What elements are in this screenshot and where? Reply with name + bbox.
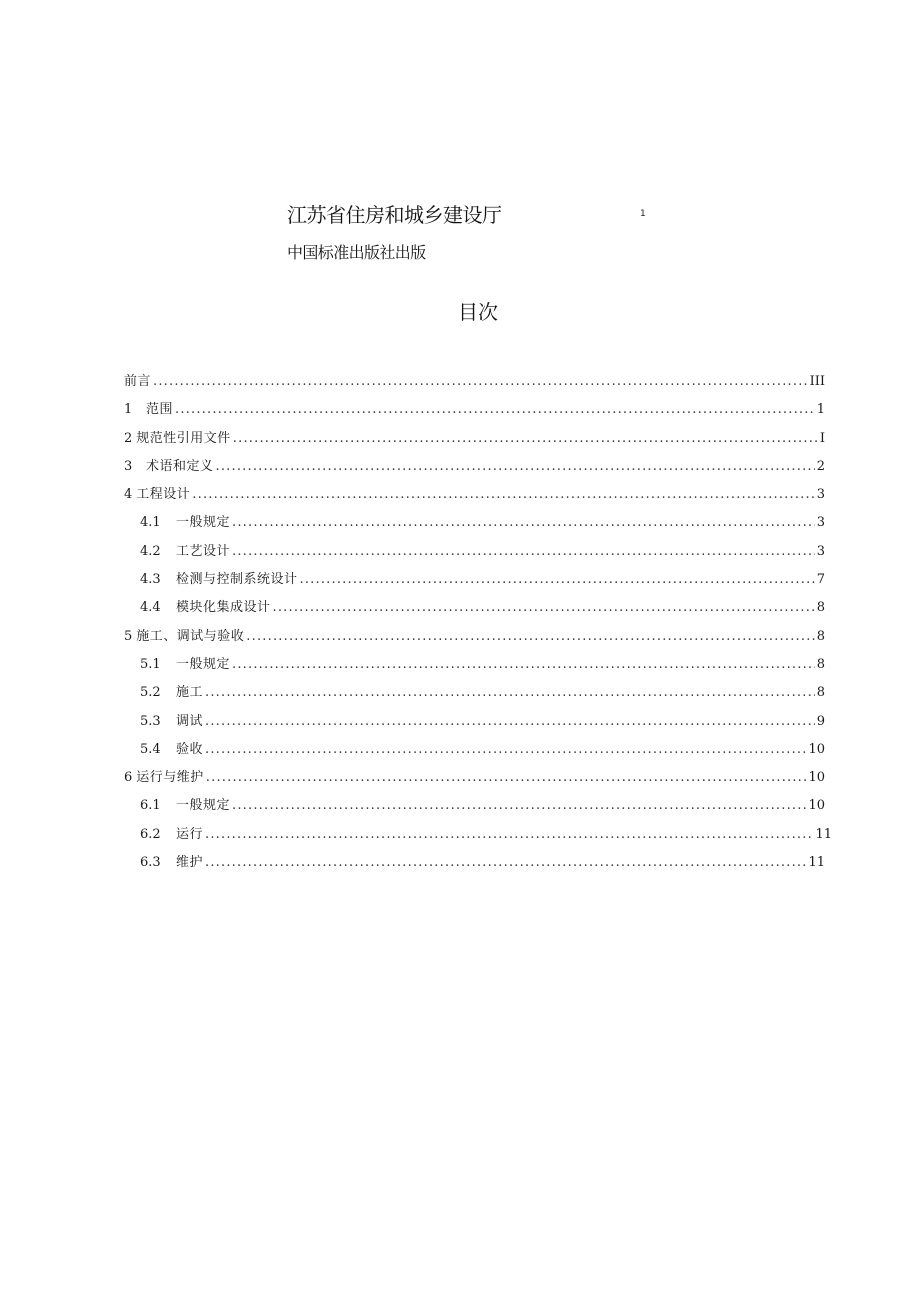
toc-entry-page: 8: [816, 628, 825, 644]
toc-entry-label: 一般规定: [176, 798, 231, 814]
toc-entry-number: 3: [124, 458, 133, 474]
toc-entry-label: 运行与维护: [136, 770, 204, 786]
press-name: 中国标准出版社出版: [287, 243, 426, 262]
toc-entry-foreword[interactable]: [124, 372, 825, 400]
toc-entry-normative-references[interactable]: [124, 429, 825, 457]
toc-entry-page: III: [809, 374, 825, 389]
toc-entry-label: 维护: [176, 855, 204, 871]
toc-entry-label: 术语和定义: [146, 458, 214, 474]
toc-leader-dots: [232, 542, 815, 562]
toc-entry-number: 1: [124, 402, 133, 418]
toc-entry-number: 4: [124, 487, 133, 503]
toc-entry-page: 10: [808, 770, 825, 786]
toc-entry-number: 6.2: [140, 826, 161, 842]
toc-entry-page: I: [819, 430, 825, 446]
toc-leader-dots: [206, 768, 807, 788]
toc-entry-number: 6.3: [140, 855, 161, 871]
toc-entry-number: 4.3: [140, 572, 161, 588]
toc-entry-page: 1: [816, 402, 825, 418]
toc-entry-5-1[interactable]: [124, 655, 825, 683]
toc-entry-construction[interactable]: [124, 627, 825, 655]
toc-entry-page: 8: [816, 600, 825, 616]
toc-leader-dots: [300, 570, 815, 590]
toc-entry-number: 5.3: [140, 713, 161, 729]
toc-entry-label: 规范性引用文件: [136, 430, 231, 446]
toc-entry-number: 6: [124, 770, 133, 786]
toc-entry-page: 8: [816, 685, 825, 701]
toc-entry-number: 2: [124, 430, 133, 446]
toc-entry-number: 4.1: [140, 515, 161, 531]
toc-entry-number: 4.2: [140, 543, 161, 559]
toc-entry-page: 10: [808, 798, 825, 814]
toc-leader-dots: [232, 655, 815, 675]
toc-entry-scope[interactable]: [124, 400, 825, 428]
toc-entry-label: 一般规定: [176, 515, 231, 531]
toc-entry-number: 5.2: [140, 685, 161, 701]
toc-leader-dots: [205, 825, 813, 845]
toc-entry-label: 施工: [176, 685, 204, 701]
toc-entry-4-2[interactable]: [124, 542, 825, 570]
toc-entry-number: 6.1: [140, 798, 161, 814]
toc-entry-label: 检测与控制系统设计: [176, 572, 298, 588]
toc-leader-dots: [233, 429, 818, 449]
toc-entry-4-4[interactable]: [124, 598, 825, 626]
toc-entry-label: 验收: [176, 741, 204, 757]
toc-entry-label: 运行: [176, 826, 204, 842]
toc-entry-5-2[interactable]: [124, 683, 825, 711]
toc-leader-dots: [192, 485, 814, 505]
toc-entry-operation[interactable]: [124, 768, 825, 796]
toc-entry-number: 5.1: [140, 656, 161, 672]
toc-entry-label: 施工、调试与验收: [136, 628, 245, 644]
toc-entry-label: 前言: [124, 374, 152, 389]
toc-entry-number: 5: [124, 628, 133, 644]
publisher-name: 江苏省住房和城乡建设厅: [287, 203, 502, 227]
toc-entry-label: 工程设计: [136, 487, 191, 503]
toc-entry-page: 3: [816, 543, 825, 559]
toc-entry-5-4[interactable]: [124, 740, 825, 768]
toc-entry-4-3[interactable]: [124, 570, 825, 598]
toc-entry-label: 工艺设计: [176, 543, 231, 559]
toc-entry-page: 7: [816, 572, 825, 588]
toc-entry-page: 11: [815, 826, 832, 842]
toc-entry-page: 8: [816, 656, 825, 672]
toc-leader-dots: [205, 712, 815, 732]
toc-leader-dots: [232, 796, 806, 816]
toc-entry-6-2[interactable]: [124, 825, 832, 853]
toc-entry-page: 9: [816, 713, 825, 729]
toc-title: 目次: [458, 300, 498, 324]
toc-entry-page: 2: [816, 458, 825, 474]
toc-leader-dots: [153, 372, 808, 392]
toc-entry-page: 11: [808, 855, 825, 871]
toc-entry-number: 5.4: [140, 741, 161, 757]
toc-leader-dots: [273, 598, 815, 618]
toc-entry-label: 一般规定: [176, 656, 231, 672]
page-mark: 1: [640, 209, 646, 219]
toc-entry-6-1[interactable]: [124, 796, 825, 824]
toc-entry-label: 模块化集成设计: [176, 600, 271, 616]
toc-entry-6-3[interactable]: [124, 853, 825, 881]
toc-leader-dots: [205, 853, 806, 873]
toc-leader-dots: [216, 457, 815, 477]
table-of-contents: [124, 372, 832, 881]
toc-entry-page: 3: [816, 487, 825, 503]
toc-leader-dots: [205, 683, 815, 703]
toc-leader-dots: [175, 400, 815, 420]
toc-leader-dots: [232, 513, 815, 533]
toc-entry-number: 4.4: [140, 600, 161, 616]
toc-entry-page: 10: [808, 741, 825, 757]
toc-entry-5-3[interactable]: [124, 712, 825, 740]
toc-leader-dots: [246, 627, 814, 647]
toc-entry-engineering-design[interactable]: [124, 485, 825, 513]
toc-leader-dots: [205, 740, 806, 760]
toc-entry-label: 调试: [176, 713, 204, 729]
toc-entry-terms[interactable]: [124, 457, 825, 485]
toc-entry-4-1[interactable]: [124, 513, 825, 541]
toc-entry-label: 范围: [146, 402, 174, 418]
toc-entry-page: 3: [816, 515, 825, 531]
